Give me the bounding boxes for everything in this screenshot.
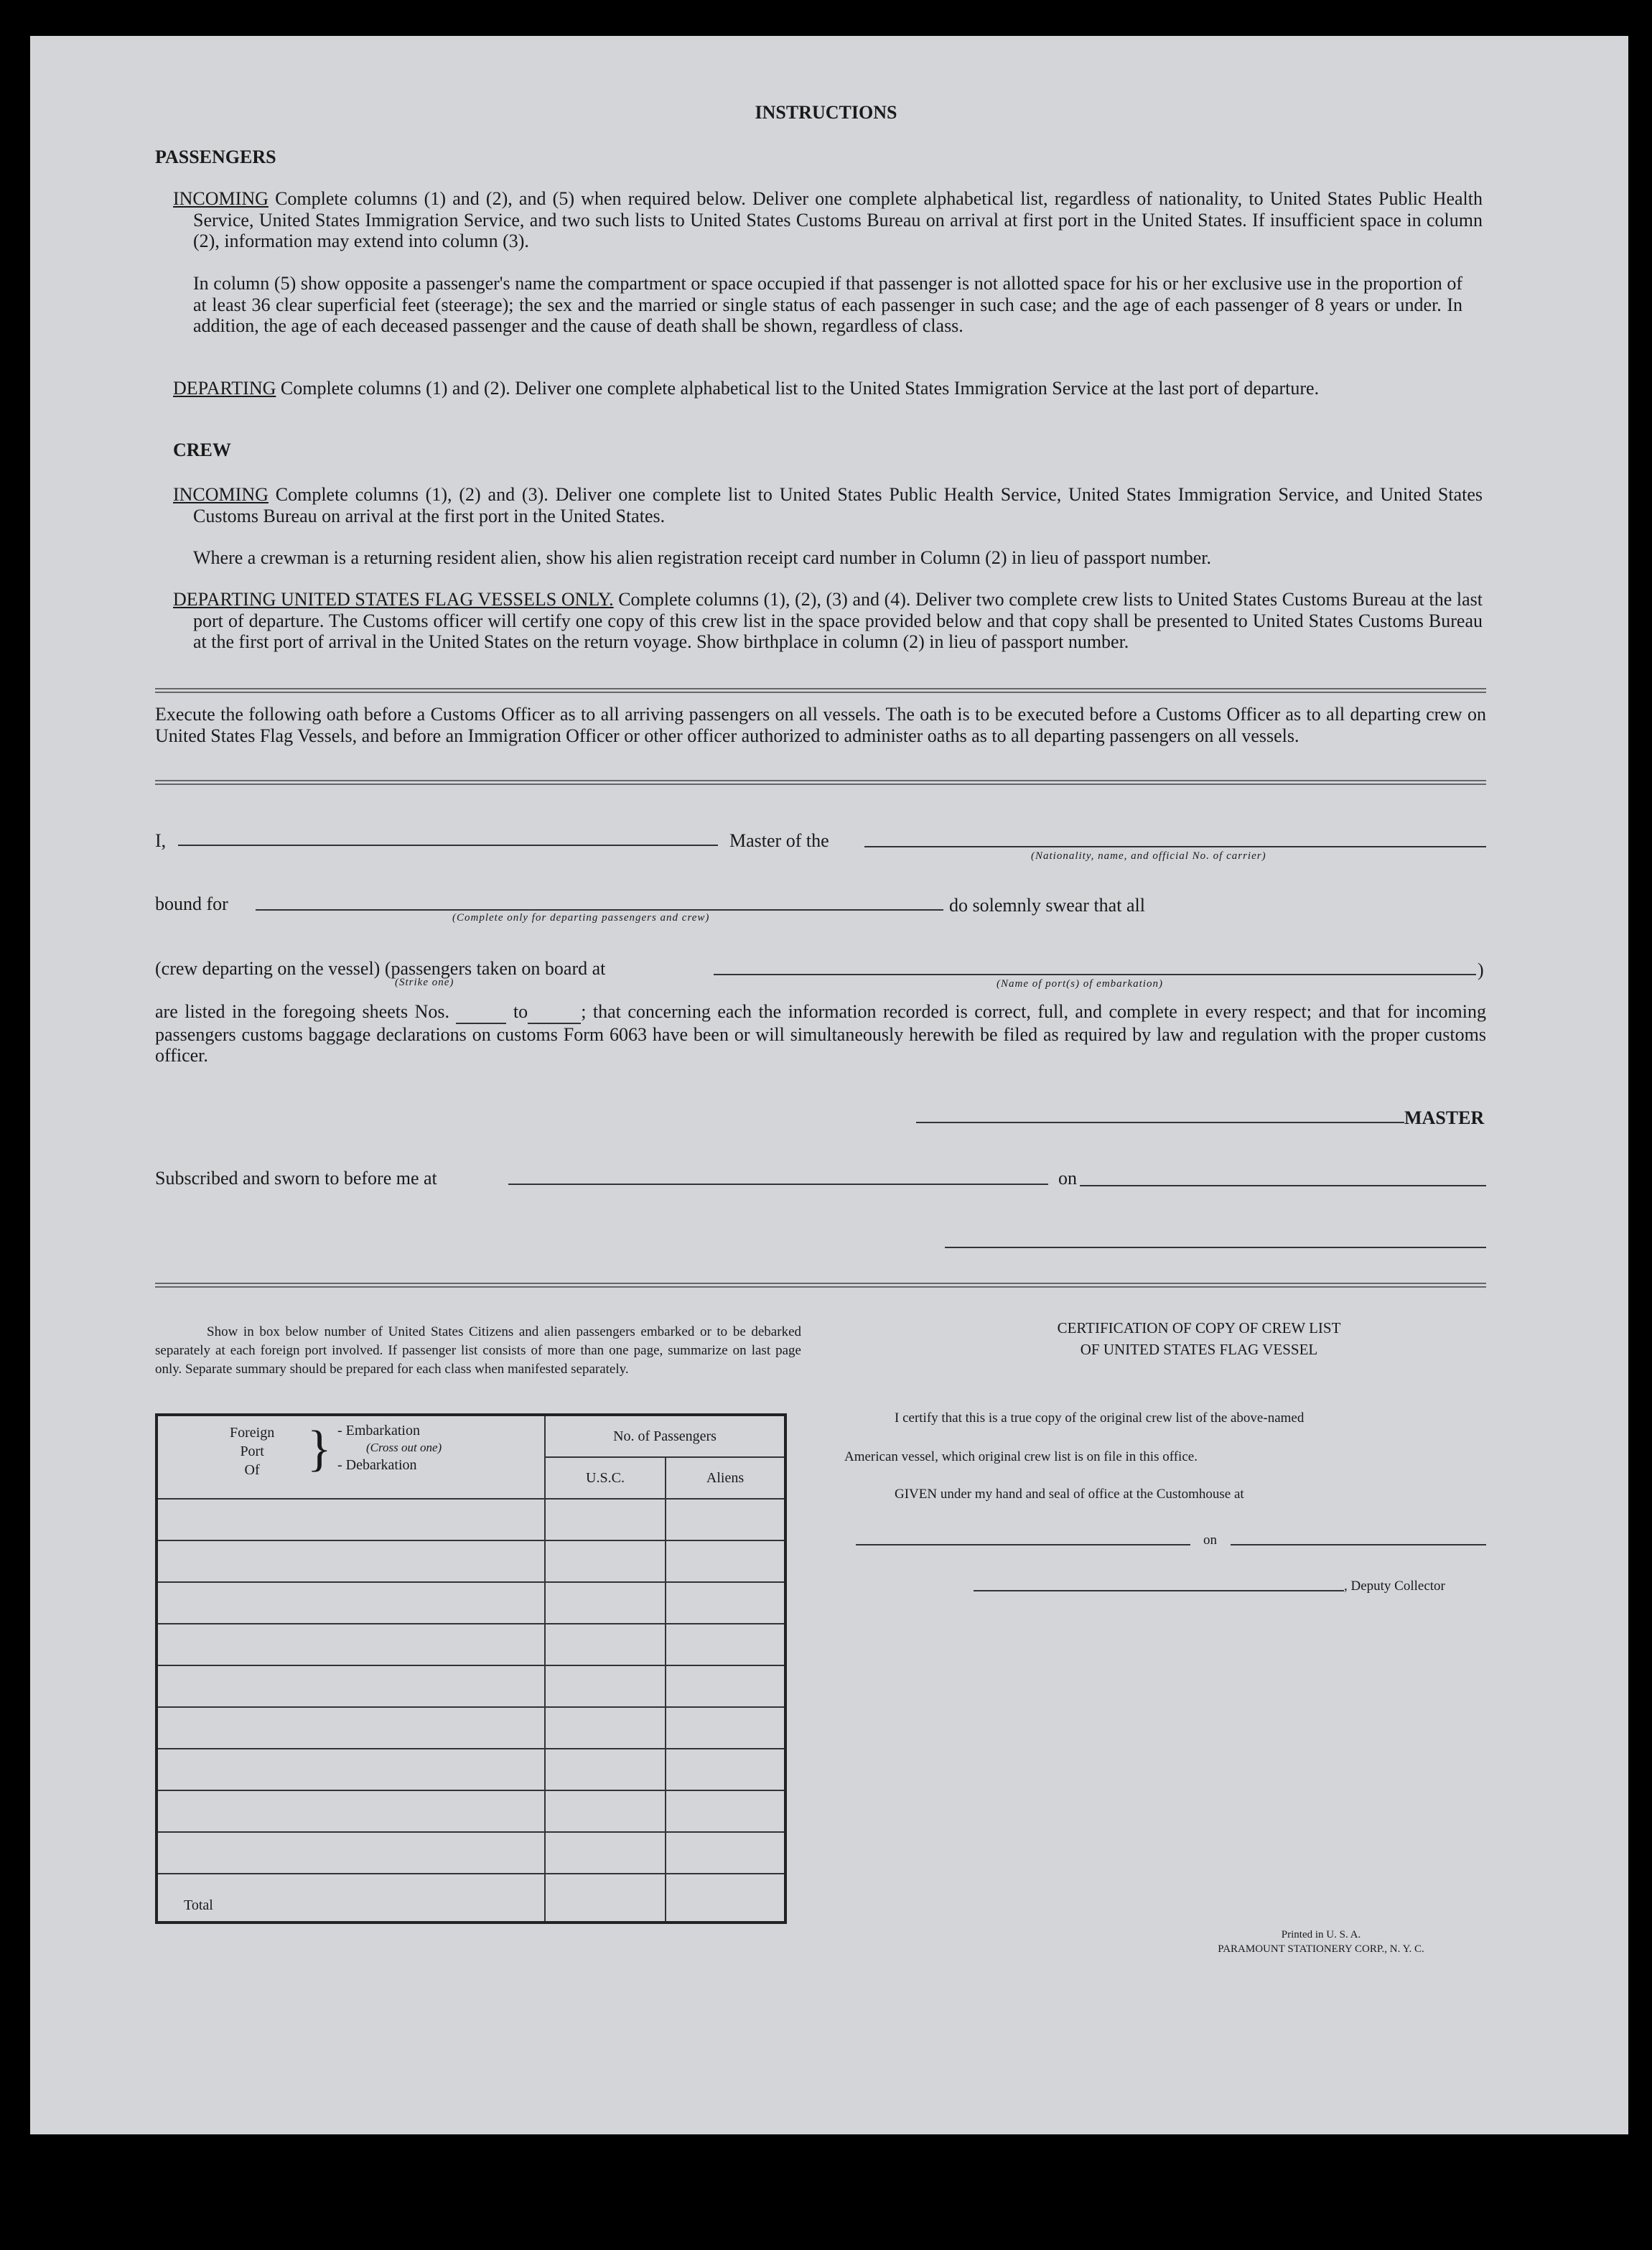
usc-cell[interactable] bbox=[545, 1832, 666, 1874]
certification-date-field[interactable] bbox=[1231, 1544, 1486, 1545]
text: Complete columns (1), (2), (3) and (4). Deliver two complete crew lists to United States Customs Bureau at the last port of departure. The Customs officer will certify one copy of this crew list in the space provided below and that copy shall be presented to United States Customs Bureau at the first port of arrival in the United States on the return voyage. Show birthplace in column (2) in lieu of passport number. bbox=[193, 589, 1483, 652]
bound-for-label: bound for bbox=[155, 893, 228, 914]
total-label: Total bbox=[157, 1874, 545, 1923]
total-usc-cell[interactable] bbox=[545, 1874, 666, 1923]
port-cell[interactable] bbox=[157, 1624, 545, 1665]
crew-departing bbox=[173, 589, 1483, 653]
port-field[interactable] bbox=[714, 974, 1476, 975]
certification-line: I certify that this is a true copy of the original crew list of the above-named bbox=[895, 1410, 1305, 1426]
deputy-signature-field[interactable] bbox=[974, 1590, 1344, 1591]
sworn-date-field[interactable] bbox=[1080, 1185, 1486, 1186]
certification-line: GIVEN under my hand and seal of office at the Customhouse at bbox=[895, 1487, 1244, 1502]
divider bbox=[155, 688, 1486, 693]
oath-i: I, bbox=[155, 830, 167, 851]
label: DEPARTING UNITED STATES FLAG VESSELS ONLY. bbox=[173, 589, 614, 610]
table-row bbox=[157, 1499, 785, 1540]
strike-caption: (Strike one) bbox=[395, 977, 454, 988]
brace-icon: } bbox=[307, 1421, 332, 1477]
port-cell[interactable] bbox=[157, 1582, 545, 1624]
aliens-cell[interactable] bbox=[666, 1499, 785, 1540]
table-row bbox=[157, 1624, 785, 1665]
text: are listed in the foregoing sheets Nos. bbox=[155, 1001, 457, 1022]
table-row bbox=[157, 1540, 785, 1582]
usc-header: U.S.C. bbox=[545, 1457, 666, 1499]
divider bbox=[155, 1283, 1486, 1288]
sheet-from-field[interactable] bbox=[456, 1001, 506, 1024]
carrier-field[interactable] bbox=[864, 846, 1486, 847]
customhouse-field[interactable] bbox=[856, 1544, 1190, 1545]
aliens-cell[interactable] bbox=[666, 1790, 785, 1832]
passengers-heading: PASSENGERS bbox=[155, 147, 276, 167]
aliens-cell[interactable] bbox=[666, 1624, 785, 1665]
port-header bbox=[157, 1415, 545, 1499]
carrier-caption: (Nationality, name, and official No. of carrier) bbox=[1031, 850, 1266, 862]
text: to bbox=[513, 1001, 528, 1022]
cross-out-label: (Cross out one) bbox=[366, 1441, 442, 1454]
officer-signature-field[interactable] bbox=[945, 1247, 1486, 1248]
master-label: MASTER bbox=[1404, 1107, 1485, 1128]
label: INCOMING bbox=[173, 484, 269, 505]
bound-caption: (Complete only for departing passengers and crew) bbox=[452, 912, 710, 924]
aliens-cell[interactable] bbox=[666, 1832, 785, 1874]
aliens-cell[interactable] bbox=[666, 1665, 785, 1707]
table-row bbox=[157, 1665, 785, 1707]
sworn-place-field[interactable] bbox=[508, 1184, 1048, 1185]
crew-heading: CREW bbox=[173, 440, 231, 460]
summary-instructions: Show in box below number of United States Citizens and alien passengers embarked or to be debarked separately at each foreign port involved. If passenger list consists of more than one page, summarize on last page only. Separate summary should be prepared for each class when manifested separately. bbox=[155, 1324, 801, 1377]
text: Complete columns (1) and (2). Deliver one complete alphabetical list to the United States Immigration Service at the last port of departure. bbox=[276, 378, 1320, 399]
text: Complete columns (1), (2) and (3). Deliver one complete list to United States Public Health Service, United States Immigration Service, and United States Customs Bureau on arrival at the first port in the United States. bbox=[193, 484, 1483, 526]
aliens-cell[interactable] bbox=[666, 1707, 785, 1749]
port-cell[interactable] bbox=[157, 1499, 545, 1540]
on-label: on bbox=[1058, 1168, 1077, 1189]
text: Complete columns (1) and (2), and (5) when required below. Deliver one complete alphabetical list, regardless of nationality, to United States Public Health Service, United States Immigration Service, and two such lists to United States Customs Bureau on arrival at first port in the United States. If insufficient space in column (2), information may extend into column (3). bbox=[193, 188, 1483, 251]
usc-cell[interactable] bbox=[545, 1499, 666, 1540]
passenger-summary-table bbox=[155, 1413, 787, 1924]
oath-statement bbox=[155, 1001, 1486, 1066]
passengers-column5: In column (5) show opposite a passenger's name the compartment or space occupied if that passenger is not allotted space for his or her exclusive use in the proportion of at least 36 clear superficial feet (steerage); the sex and the married or single status of each passenger in such case; and the age of each passenger of 8 years or under. In addition, the age of each deceased passenger and the cause of death shall be shown, regardless of class. bbox=[193, 273, 1462, 336]
printer-line: PARAMOUNT STATIONERY CORP., N. Y. C. bbox=[1218, 1943, 1424, 1955]
port-caption: (Name of port(s) of embarkation) bbox=[997, 978, 1163, 990]
master-name-field[interactable] bbox=[178, 845, 718, 846]
heading-line: CERTIFICATION OF COPY OF CREW LIST bbox=[1057, 1319, 1341, 1336]
label: DEPARTING bbox=[173, 378, 276, 399]
oath-intro: Execute the following oath before a Customs Officer as to all arriving passengers on all vessels. The oath is to be executed before a Customs Officer as to all departing crew on United States Flag Vessels, and before an Immigration Officer or other officer authorized to administer oaths as to all departing passengers on all vessels. bbox=[155, 704, 1486, 746]
divider bbox=[155, 780, 1486, 785]
embarkation-label[interactable]: - Embarkation bbox=[337, 1423, 420, 1438]
master-signature-field[interactable] bbox=[916, 1122, 1404, 1123]
passengers-departing bbox=[173, 378, 1483, 399]
printer-imprint bbox=[1163, 1928, 1479, 1956]
port-label: Port bbox=[240, 1444, 264, 1459]
port-cell[interactable] bbox=[157, 1665, 545, 1707]
total-aliens-cell[interactable] bbox=[666, 1874, 785, 1923]
table-row bbox=[157, 1707, 785, 1749]
usc-cell[interactable] bbox=[545, 1582, 666, 1624]
swear-label: do solemnly swear that all bbox=[949, 895, 1145, 916]
table-row bbox=[157, 1582, 785, 1624]
table-row bbox=[157, 1832, 785, 1874]
foreign-label: Foreign bbox=[230, 1425, 275, 1441]
label: INCOMING bbox=[173, 188, 269, 209]
usc-cell[interactable] bbox=[545, 1624, 666, 1665]
crew-resident: Where a crewman is a returning resident alien, show his alien registration receipt card number in Column (2) in lieu of passport number. bbox=[193, 547, 1212, 568]
usc-cell[interactable] bbox=[545, 1749, 666, 1790]
on-label: on bbox=[1203, 1533, 1217, 1548]
aliens-cell[interactable] bbox=[666, 1749, 785, 1790]
usc-cell[interactable] bbox=[545, 1790, 666, 1832]
usc-cell[interactable] bbox=[545, 1540, 666, 1582]
certification-line: American vessel, which original crew list is on file in this office. bbox=[844, 1449, 1198, 1464]
bound-for-field[interactable] bbox=[256, 909, 943, 911]
crew-incoming bbox=[173, 484, 1483, 526]
heading-line: OF UNITED STATES FLAG VESSEL bbox=[1080, 1341, 1318, 1358]
page-title: INSTRUCTIONS bbox=[755, 102, 897, 123]
port-cell[interactable] bbox=[157, 1707, 545, 1749]
master-of-label: Master of the bbox=[729, 830, 829, 851]
close-paren: ) bbox=[1478, 959, 1484, 980]
no-passengers-header: No. of Passengers bbox=[545, 1415, 785, 1457]
aliens-cell[interactable] bbox=[666, 1540, 785, 1582]
table-row bbox=[157, 1749, 785, 1790]
crew-departing-label: (crew departing on the vessel) (passengers taken on board at bbox=[155, 958, 606, 979]
table-row bbox=[157, 1790, 785, 1832]
port-cell[interactable] bbox=[157, 1749, 545, 1790]
port-cell[interactable] bbox=[157, 1790, 545, 1832]
certification-heading bbox=[840, 1317, 1558, 1360]
sheet-to-field[interactable] bbox=[528, 1001, 581, 1024]
aliens-cell[interactable] bbox=[666, 1582, 785, 1624]
port-cell[interactable] bbox=[157, 1832, 545, 1874]
usc-cell[interactable] bbox=[545, 1665, 666, 1707]
deputy-label: , Deputy Collector bbox=[1344, 1579, 1445, 1594]
printer-line: Printed in U. S. A. bbox=[1281, 1929, 1361, 1940]
text: ; that concerning each the information recorded is correct, full, and complete in every respect; and that for incoming passengers customs baggage declarations on customs Form 6063 have been or will simultaneously herewith be filed as required by law and regulation with the proper customs officer. bbox=[155, 1001, 1486, 1066]
usc-cell[interactable] bbox=[545, 1707, 666, 1749]
debarkation-label[interactable]: - Debarkation bbox=[337, 1457, 417, 1473]
passengers-incoming bbox=[173, 188, 1483, 252]
port-cell[interactable] bbox=[157, 1540, 545, 1582]
subscribed-label: Subscribed and sworn to before me at bbox=[155, 1168, 437, 1189]
of-label: Of bbox=[244, 1462, 260, 1478]
aliens-header: Aliens bbox=[666, 1457, 785, 1499]
